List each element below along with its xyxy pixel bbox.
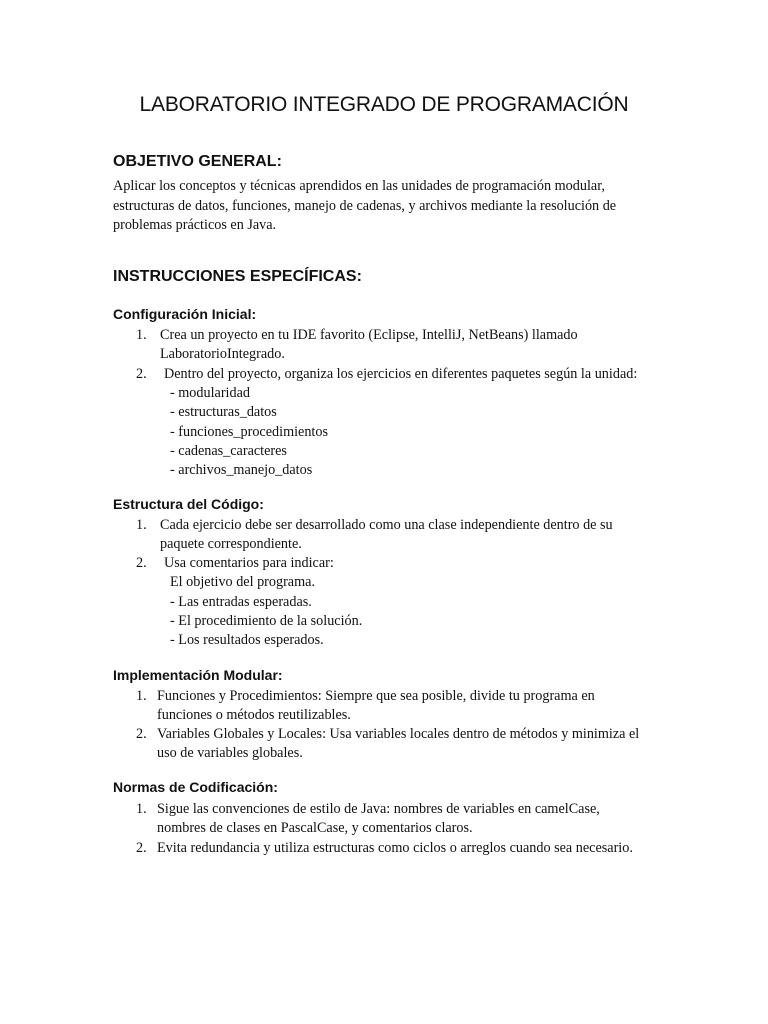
package-item: - archivos_manejo_datos (170, 462, 313, 478)
estructura-item-1-number: 1. (136, 517, 147, 533)
normas-item-1-line-1: Sigue las convenciones de estilo de Java: nombres de variables en camelCase, (157, 801, 600, 817)
estructura-item-2-line-1: Usa comentarios para indicar: (164, 555, 334, 571)
comment-item: - El procedimiento de la solución. (170, 613, 363, 629)
implementacion-item-1-line-1: Funciones y Procedimientos: Siempre que sea posible, divide tu programa en (157, 688, 595, 704)
estructura-item-1-line-1: Cada ejercicio debe ser desarrollado como una clase independiente dentro de su (160, 517, 613, 533)
config-item-1-line-2: LaboratorioIntegrado. (160, 346, 285, 362)
estructura-item-2-number: 2. (136, 555, 147, 571)
instrucciones-heading: INSTRUCCIONES ESPECÍFICAS: (113, 268, 362, 285)
normas-item-2-number: 2. (136, 840, 147, 856)
implementacion-item-1-number: 1. (136, 688, 147, 704)
implementacion-item-1-line-2: funciones o métodos reutilizables. (157, 707, 351, 723)
implementacion-item-2-number: 2. (136, 726, 147, 742)
implementacion-item-2-line-1: Variables Globales y Locales: Usa variables locales dentro de métodos y minimiza el (157, 726, 640, 742)
comment-item: - Las entradas esperadas. (170, 594, 312, 610)
comment-item: El objetivo del programa. (170, 574, 315, 590)
config-item-2-line-1: Dentro del proyecto, organiza los ejercicios en diferentes paquetes según la unidad: (164, 366, 638, 382)
config-item-1-number: 1. (136, 327, 147, 343)
package-item: - modularidad (170, 385, 250, 401)
package-item: - cadenas_caracteres (170, 443, 287, 459)
implementacion-heading: Implementación Modular: (113, 667, 283, 683)
objetivo-heading: OBJETIVO GENERAL: (113, 153, 282, 170)
estructura-item-1-line-2: paquete correspondiente. (160, 536, 302, 552)
objetivo-text: Aplicar los conceptos y técnicas aprendidos en las unidades de programación modular, estructuras de datos, funciones, manejo de cadenas, y archivos mediante la resolución de problemas prácticos en Java. (113, 178, 617, 233)
normas-item-2-line-1: Evita redundancia y utiliza estructuras como ciclos o arreglos cuando sea necesario. (157, 840, 633, 856)
document-title: LABORATORIO INTEGRADO DE PROGRAMACIÓN (139, 93, 629, 116)
comment-item: - Los resultados esperados. (170, 632, 324, 648)
package-item: - funciones_procedimientos (170, 424, 328, 440)
config-item-2-number: 2. (136, 366, 147, 382)
normas-item-1-line-2: nombres de clases en PascalCase, y comentarios claros. (157, 820, 473, 836)
normas-item-1-number: 1. (136, 801, 147, 817)
normas-heading: Normas de Codificación: (113, 779, 278, 795)
implementacion-item-2-line-2: uso de variables globales. (157, 745, 303, 761)
config-item-1-line-1: Crea un proyecto en tu IDE favorito (Eclipse, IntelliJ, NetBeans) llamado (160, 327, 578, 343)
package-item: - estructuras_datos (170, 404, 277, 420)
config-heading: Configuración Inicial: (113, 306, 257, 322)
estructura-heading: Estructura del Código: (113, 496, 264, 512)
